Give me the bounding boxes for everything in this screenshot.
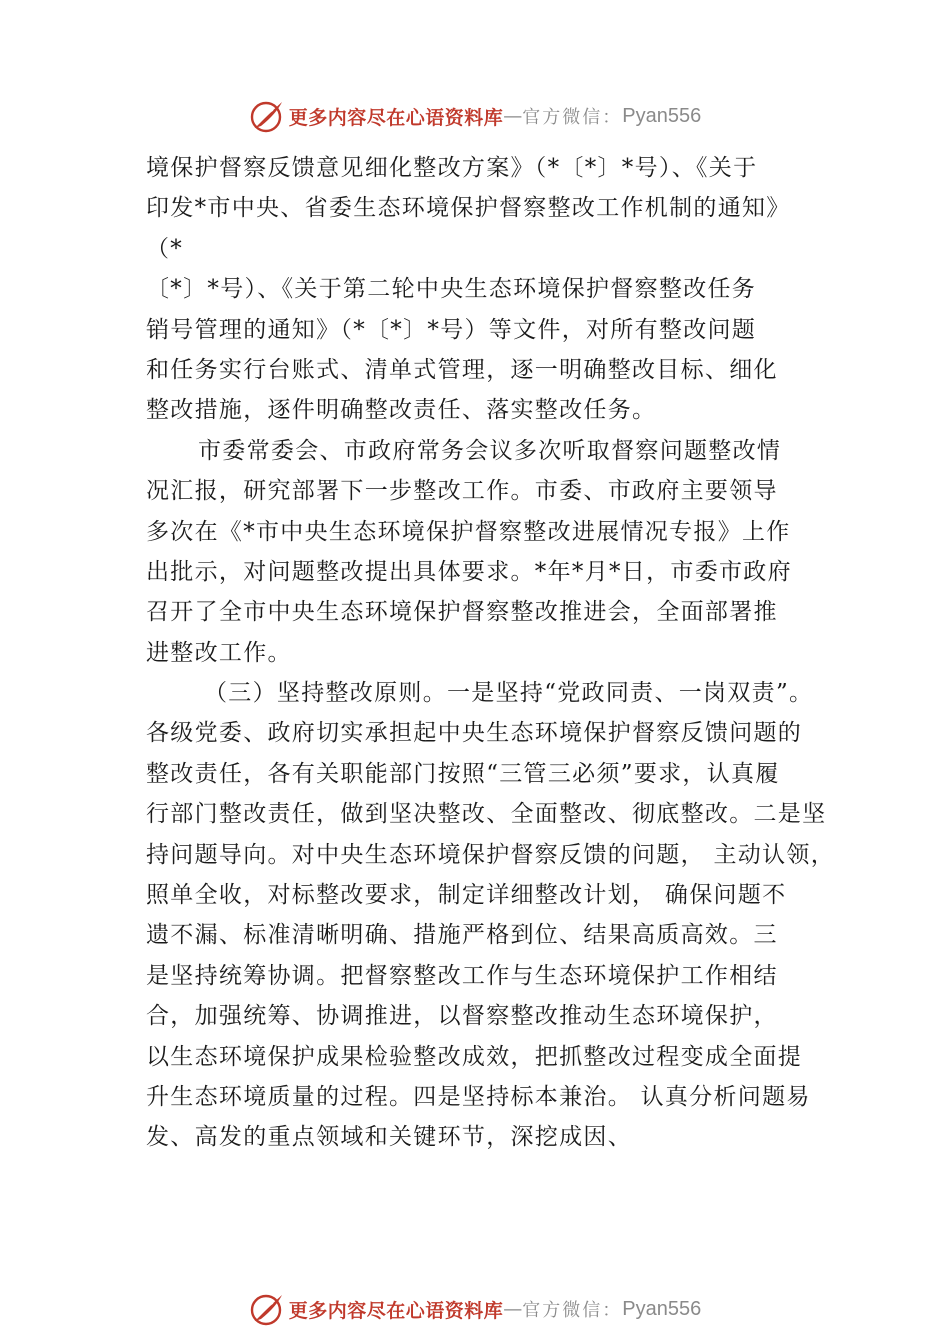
watermark-title: 更多内容尽在心语资料库: [288, 106, 504, 129]
body-line: 和任务实行台账式、清单式管理，逐一明确整改目标、细化: [146, 356, 778, 383]
watermark-suffix: 官方微信：: [522, 1300, 623, 1321]
body-line: 召开了全市中央生态环境保护督察整改推进会，全面部署推: [146, 599, 778, 626]
watermark-dash: —: [503, 1298, 523, 1320]
body-line: 出批示，对问题整改提出具体要求。*年*月*日，市委市政府: [146, 558, 792, 585]
body-line: 遗不漏、标准清晰明确、措施严格到位、结果高质高效。三: [146, 922, 778, 949]
watermark-banner-top: [0, 96, 950, 136]
section-heading-line: （三）坚持整改原则。一是坚持“党政同责、一岗双责”。: [204, 680, 814, 707]
body-line: 多次在《*市中央生态环境保护督察整改进展情况专报》上作: [146, 518, 791, 545]
body-line: 销号管理的通知》（*〔*〕*号）等文件，对所有整改问题: [146, 316, 757, 343]
quill-logo-icon: [249, 1291, 285, 1327]
body-line: 合，加强统筹、协调推进，以督察整改推动生态环境保护，: [146, 1003, 778, 1030]
watermark-wechat-id: Pyan556: [622, 1297, 702, 1320]
body-line: （*: [146, 235, 184, 262]
watermark-dash: —: [503, 105, 523, 127]
paragraph-first-line: 市委常委会、市政府常务会议多次听取督察问题整改情: [198, 437, 782, 464]
body-line: 升生态环境质量的过程。四是坚持标本兼治。 认真分析问题易: [146, 1083, 811, 1110]
body-line: 境保护督察反馈意见细化整改方案》（*〔*〕*号）、《关于: [146, 155, 758, 181]
body-line: 行部门整改责任，做到坚决整改、全面整改、彻底整改。二是坚: [146, 801, 827, 828]
body-line: 以生态环境保护成果检验整改成效，把抓整改过程变成全面提: [146, 1043, 803, 1070]
watermark-wechat-id: Pyan556: [622, 104, 702, 127]
body-line: 况汇报，研究部署下一步整改工作。市委、市政府主要领导: [146, 478, 778, 505]
body-line: 进整改工作。: [146, 639, 292, 666]
document-body: [146, 148, 836, 1158]
watermark-banner-bottom: [0, 1289, 950, 1329]
body-line: 印发*市中央、省委生态环境保护督察整改工作机制的通知》: [146, 195, 791, 222]
quill-logo-icon: [249, 98, 285, 134]
watermark-title: 更多内容尽在心语资料库: [288, 1299, 504, 1322]
body-line: 〔*〕*号）、《关于第二轮中央生态环境保护督察整改任务: [146, 276, 757, 303]
body-line: 持问题导向。对中央生态环境保护督察反馈的问题， 主动认领，: [146, 841, 836, 868]
body-line: 整改责任，各有关职能部门按照“三管三必须”要求，认真履: [146, 760, 780, 787]
body-line: 发、高发的重点领域和关键环节，深挖成因、: [146, 1124, 632, 1151]
watermark-suffix: 官方微信：: [522, 107, 623, 128]
body-line: 是坚持统筹协调。把督察整改工作与生态环境保护工作相结: [146, 962, 778, 989]
body-line: 照单全收，对标整改要求，制定详细整改计划， 确保问题不: [146, 882, 787, 909]
body-line: 整改措施，逐件明确整改责任、落实整改任务。: [146, 397, 657, 424]
body-line: 各级党委、政府切实承担起中央生态环境保护督察反馈问题的: [146, 720, 803, 747]
